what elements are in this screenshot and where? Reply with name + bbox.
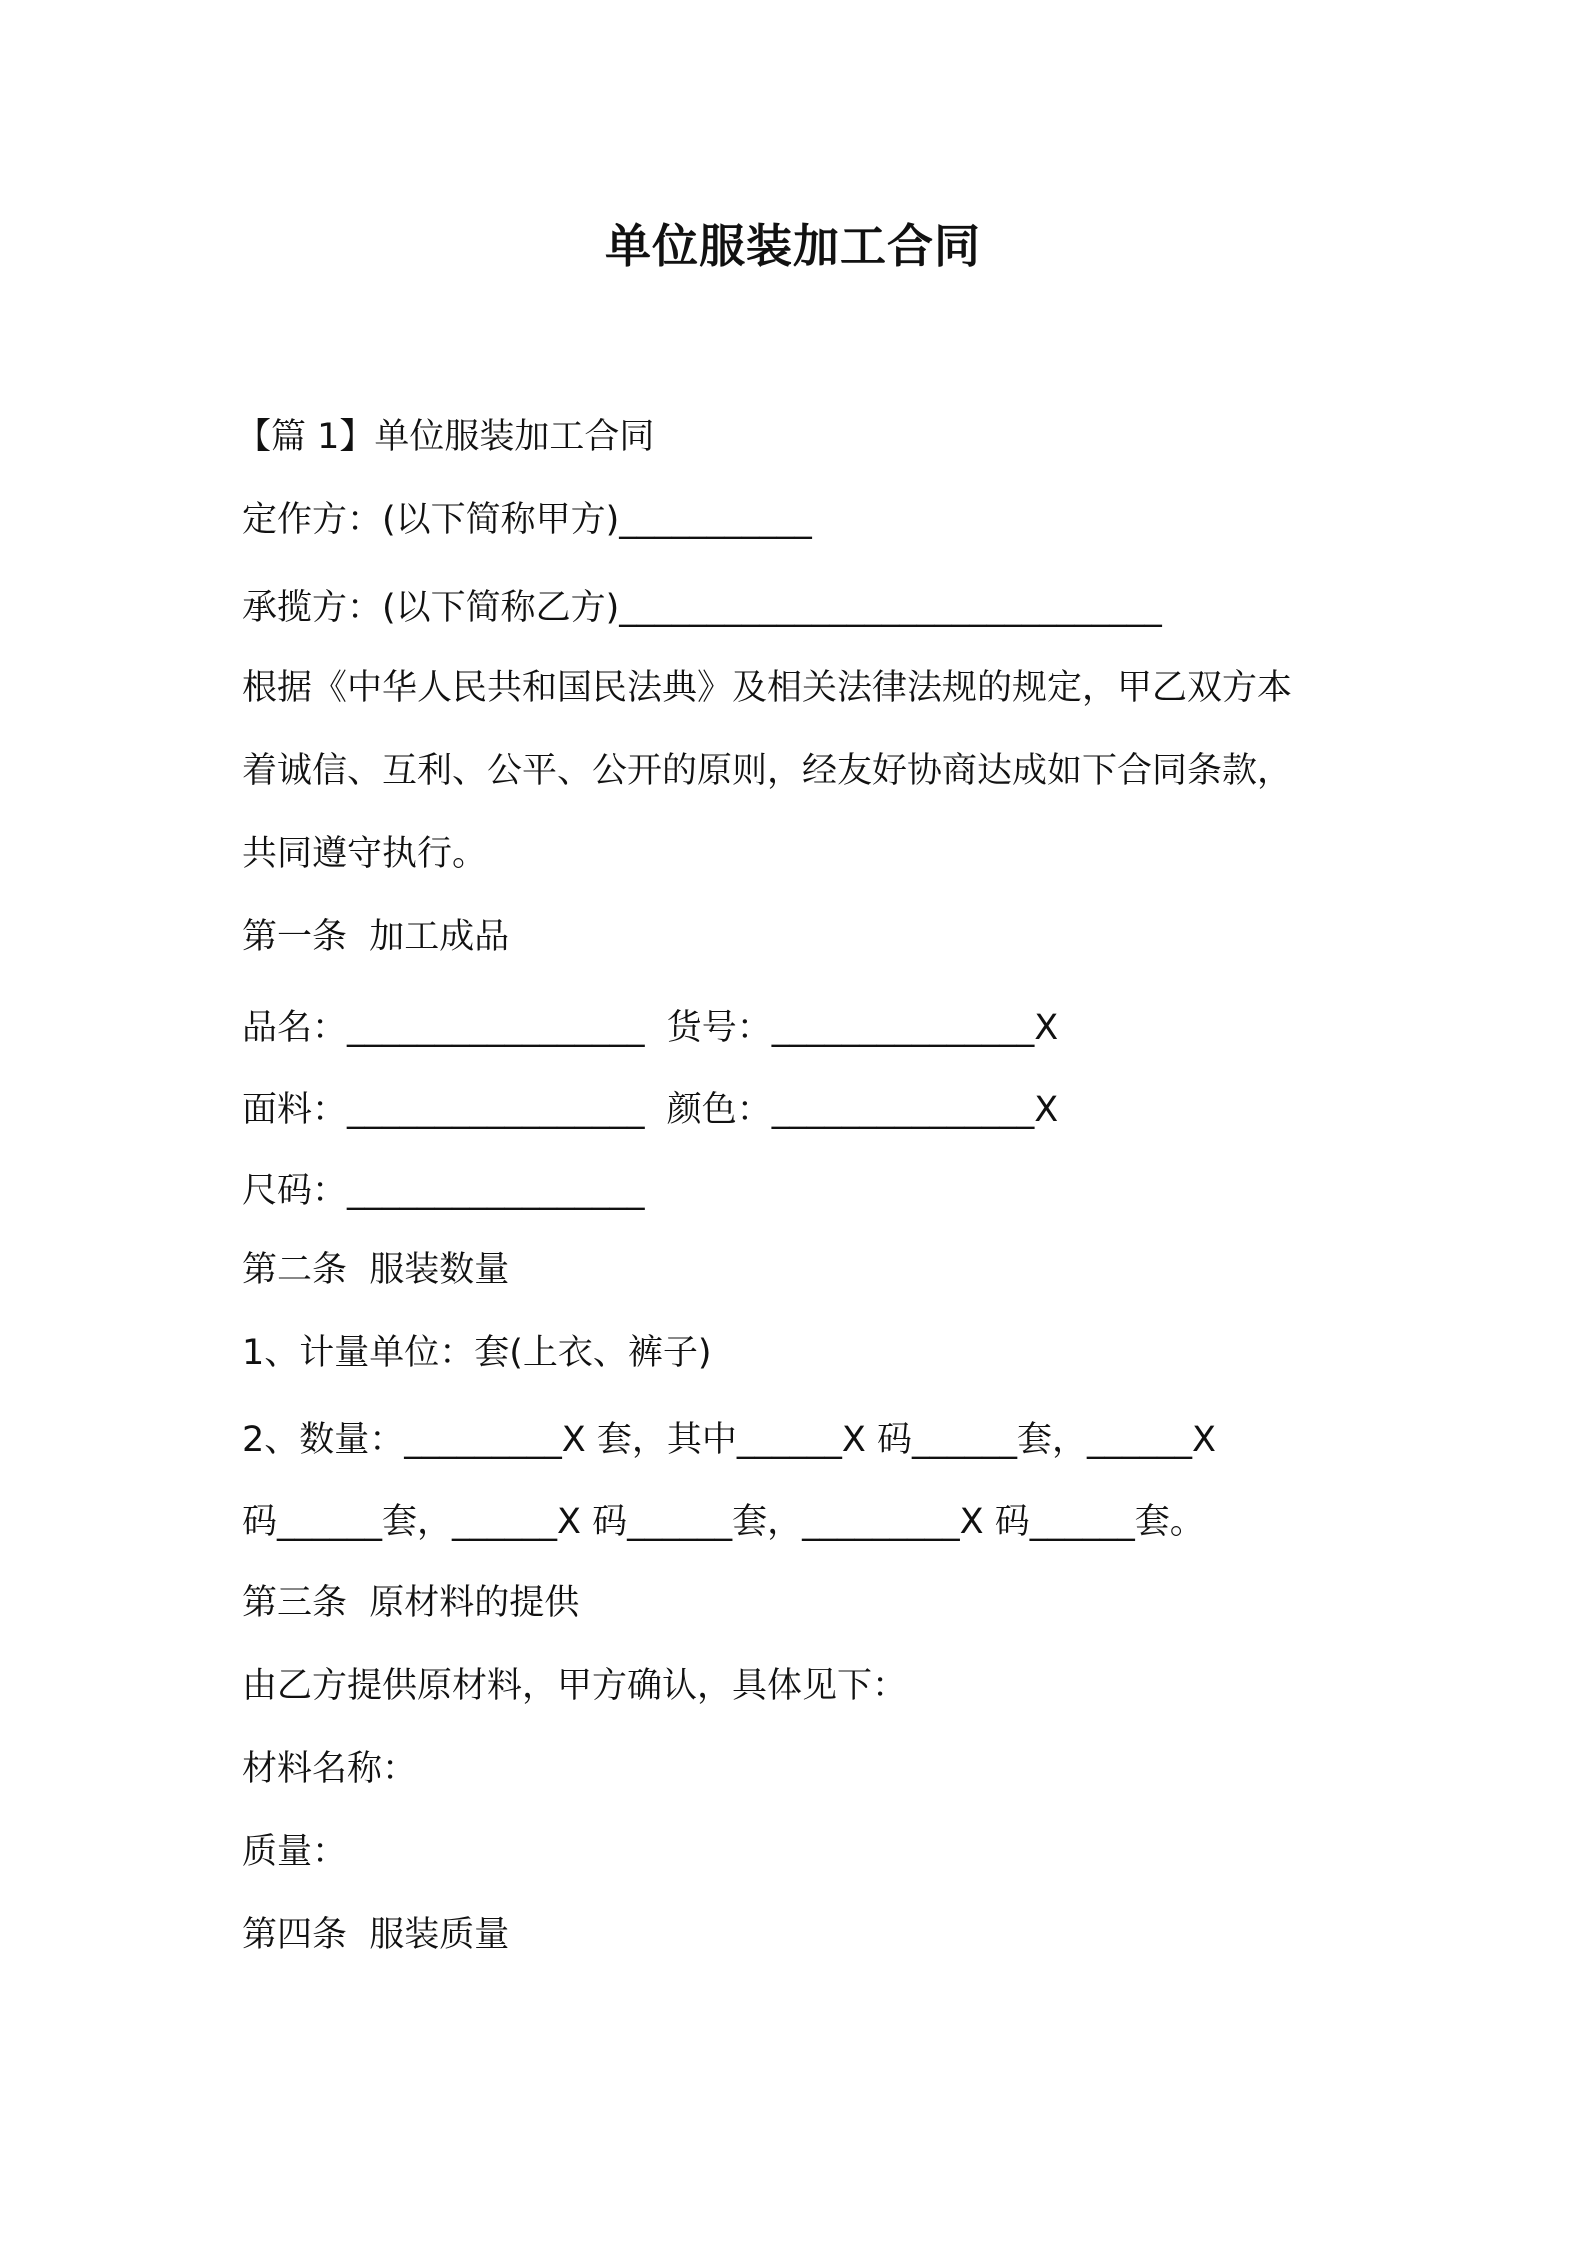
- article-3-heading: 第三条 原材料的提供: [242, 1583, 580, 1623]
- quality-line: 质量：: [242, 1832, 348, 1872]
- article-1-heading: 第一条 加工成品: [242, 917, 510, 957]
- quantity-line-1: 2、数量：_________X 套，其中______X 码______套，______X: [242, 1420, 1216, 1460]
- material-provision-line: 由乙方提供原材料，甲方确认，具体见下：: [242, 1666, 908, 1706]
- fabric-color-line: 面料：_________________ 颜色：_______________X: [242, 1090, 1059, 1130]
- section-header-part-1: 【篇 1】单位服装加工合同: [236, 417, 655, 457]
- contractor-party-line: 承揽方：(以下简称乙方)_______________________________: [242, 588, 1162, 628]
- product-name-line: 品名：_________________ 货号：_______________X: [242, 1008, 1059, 1048]
- material-name-line: 材料名称：: [242, 1749, 418, 1789]
- preamble-line-3: 共同遵守执行。: [242, 834, 488, 874]
- article-4-heading: 第四条 服装质量: [242, 1915, 510, 1955]
- size-line: 尺码：_________________: [242, 1171, 645, 1211]
- preamble-line-1: 根据《中华人民共和国民法典》及相关法律法规的规定，甲乙双方本: [242, 668, 1293, 708]
- article-2-heading: 第二条 服装数量: [242, 1250, 510, 1290]
- customer-party-line: 定作方：(以下简称甲方)___________: [242, 500, 812, 540]
- quantity-line-2: 码______套，______X 码______套，_________X 码______套。: [242, 1502, 1205, 1542]
- preamble-line-2: 着诚信、互利、公平、公开的原则，经友好协商达成如下合同条款，: [242, 751, 1293, 791]
- document-title: 单位服装加工合同: [605, 219, 981, 273]
- unit-line: 1、计量单位：套(上衣、裤子): [242, 1333, 712, 1373]
